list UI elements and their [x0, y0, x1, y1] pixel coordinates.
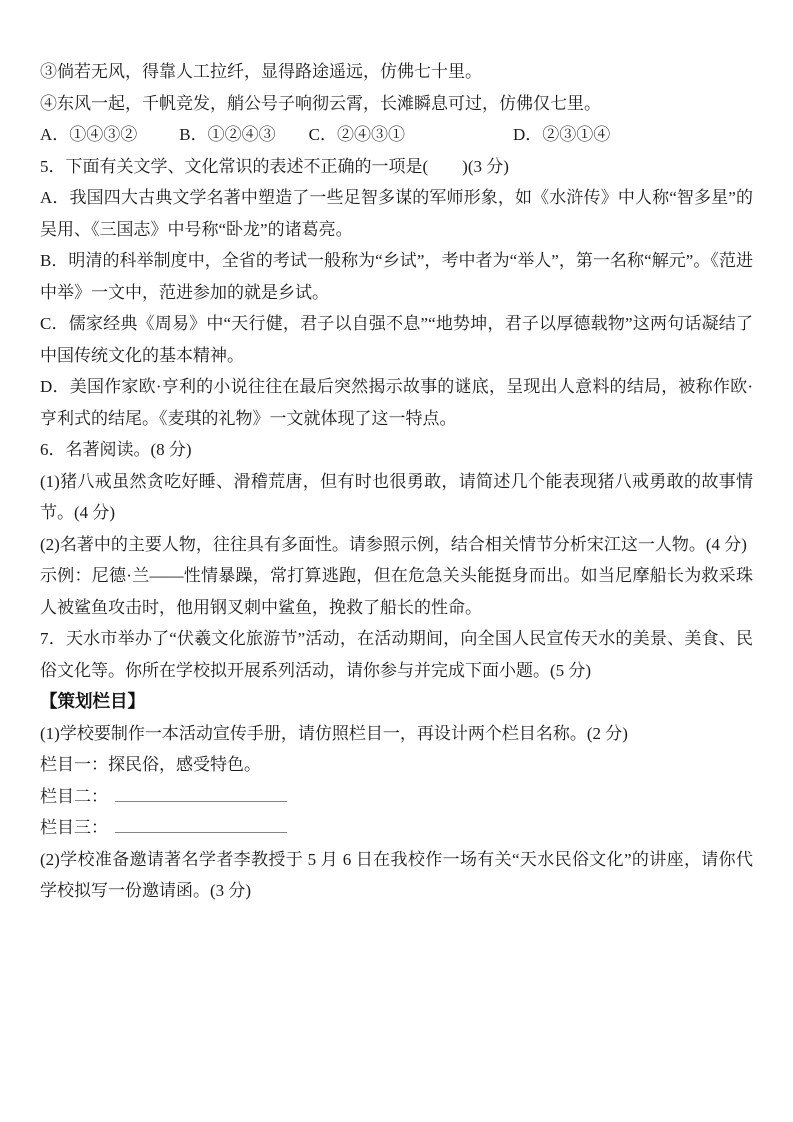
question-6-stem: 6．名著阅读。(8 分) — [40, 440, 192, 459]
question-5-option-c: C．儒家经典《周易》中“天行健，君子以自强不息”“地势坤，君子以厚德载物”这两句话凝结了中国传统文化的基本精神。 — [40, 314, 753, 365]
question-5-stem: 5．下面有关文学、文化常识的表述不正确的一项是( )(3 分) — [40, 156, 509, 176]
question-6-part1: (1)猪八戒虽然贪吃好睡、滑稽荒唐，但有时也很勇敢，请简述几个能表现猪八戒勇敢的故事情节。(4 分) — [40, 471, 753, 522]
column-two-line — [40, 781, 753, 813]
sentence-item-4: ④东风一起，千帆竞发，艄公号子响彻云霄，长滩瞬息可过，仿佛仅七里。 — [40, 93, 601, 113]
column-three-label: 栏目三： — [40, 818, 108, 837]
question-5-option-b: B．明清的科举制度中，全省的考试一般称为“乡试”，考中者为“举人”，第一名称“解元”。《范进中举》一文中，范进参加的就是乡试。 — [40, 251, 753, 302]
column-two-label: 栏目二： — [40, 786, 108, 806]
column-one-line: 栏目一：探民俗，感受特色。 — [40, 755, 261, 774]
question-5-option-d: D．美国作家欧·亨利的小说往往在最后突然揭示故事的谜底，呈现出人意料的结局，被称作欧·亨利式的结尾。《麦琪的礼物》一文就体现了这一特点。 — [40, 377, 753, 428]
order-option-a: A．①④③② — [40, 125, 138, 144]
question-6-part2: (2)名著中的主要人物，往往具有多面性。请参照示例，结合相关情节分析宋江这一人物。(4 分) — [40, 534, 747, 554]
question-5-option-a: A．我国四大古典文学名著中塑造了一些足智多谋的军师形象，如《水浒传》中人称“智多星”的吴用、《三国志》中号称“卧龙”的诸葛亮。 — [40, 188, 753, 239]
column-three-line — [40, 812, 753, 844]
question-6-example: 示例：尼德·兰——性情暴躁，常打算逃跑，但在危急关头能挺身而出。如当尼摩船长为救采珠人被鲨鱼攻击时，他用钢叉刺中鲨鱼，挽救了船长的性命。 — [40, 566, 753, 617]
column-three-answer-blank — [115, 814, 287, 833]
order-options-row — [40, 119, 753, 151]
sentence-item-3: ③倘若无风，得靠人工拉纤，显得路途遥远，仿佛七十里。 — [40, 62, 482, 81]
section-heading-planning-columns: 【策划栏目】 — [40, 691, 145, 711]
order-option-d: D．②③①④ — [512, 125, 611, 144]
order-option-c: C．②④③① — [308, 125, 405, 144]
column-two-answer-blank — [115, 783, 287, 802]
question-7-part1: (1)学校要制作一本活动宣传手册，请仿照栏目一，再设计两个栏目名称。(2 分) — [40, 723, 628, 743]
question-7-part2: (2)学校准备邀请著名学者李教授于 5 月 6 日在我校作一场有关“天水民俗文化”的讲座，请你代学校拟写一份邀请函。(3 分) — [40, 849, 753, 900]
order-option-b: B．①②④③ — [179, 125, 276, 144]
question-7-stem: 7．天水市举办了“伏羲文化旅游节”活动，在活动期间，向全国人民宣传天水的美景、美食、民俗文化等。你所在学校拟开展系列活动，请你参与并完成下面小题。(5 分) — [40, 629, 753, 680]
